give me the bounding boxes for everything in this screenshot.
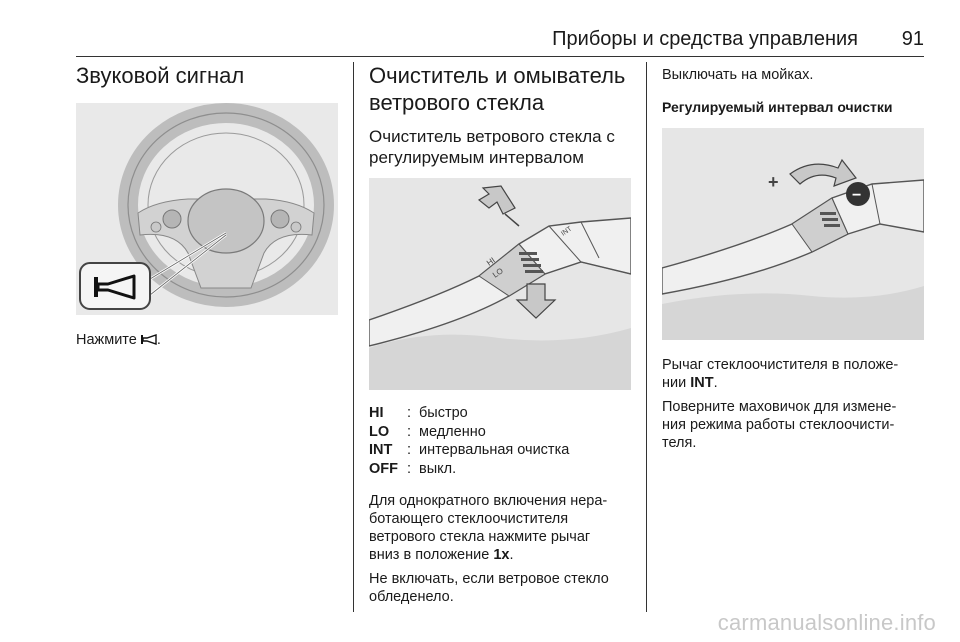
interval-dial-figure — [662, 128, 924, 340]
svg-text:HI: HI — [484, 255, 497, 268]
legend-row-lo: LO : медленно — [369, 423, 486, 440]
horn-instruction: Нажмите . — [76, 332, 161, 348]
legend-row-int: INT : интервальная очистка — [369, 442, 570, 458]
ice-warning-paragraph: Не включать, если ветровое стекло обледенело. — [369, 571, 609, 605]
steering-wheel-figure — [76, 103, 338, 315]
horn-icon — [141, 334, 157, 345]
page-number: 91 — [901, 28, 924, 50]
svg-text:INT: INT — [560, 225, 574, 238]
minus-label: − — [852, 187, 862, 204]
wiper-subtitle: Очиститель ветрового стекла с регулируемым интервалом — [369, 127, 615, 167]
interval-section — [662, 62, 924, 452]
wiper-section — [369, 62, 631, 606]
interval-heading: Регулируемый интервал очистки — [662, 99, 893, 115]
car-wash-note: Выключать на мойках. — [662, 67, 814, 83]
legend-row-off: OFF : выкл. — [369, 460, 457, 477]
lever-position-paragraph: Рычаг стеклоочистителя в положе- нии INT. — [662, 357, 899, 391]
column-divider — [353, 62, 354, 612]
horn-title: Звуковой сигнал — [76, 63, 245, 88]
header-title: Приборы и средства управления — [552, 28, 858, 50]
watermark: carmanualsonline.info — [717, 610, 936, 635]
wiper-title: Очиститель и омыватель ветрового стекла — [369, 63, 626, 115]
horn-section — [76, 62, 338, 349]
plus-label: + — [768, 172, 779, 192]
legend-row-hi: HI : быстро — [369, 405, 468, 421]
column-divider — [646, 62, 647, 612]
page-header — [76, 26, 924, 57]
wiper-legend — [369, 404, 631, 478]
single-wipe-paragraph: Для однократного включения нера- ботающего стеклоочистителя ветрового стекла нажмите рычаг вниз в положение 1x. — [369, 493, 608, 563]
wiper-lever-figure — [369, 178, 631, 390]
svg-text:LO: LO — [490, 266, 505, 280]
rotate-dial-paragraph: Поверните маховичок для измене- ния режима работы стеклоочисти- теля. — [662, 399, 897, 451]
